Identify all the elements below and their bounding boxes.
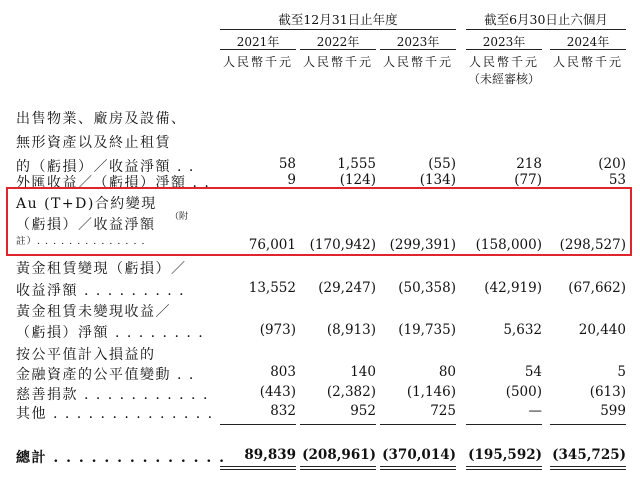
cell-disposal-2023: (55) bbox=[428, 156, 456, 172]
total-double-rule-3a bbox=[380, 466, 456, 467]
row-label-charity: 慈善捐款 . . . . . . . . . . . bbox=[16, 387, 209, 403]
total-2024h: (345,725) bbox=[552, 447, 626, 463]
cell-gold-unreal-2024h: 20,440 bbox=[578, 322, 626, 338]
total-double-rule-2a bbox=[300, 466, 376, 467]
subtotal-rule-2 bbox=[300, 424, 376, 425]
cell-fvtpl-2024h: 5 bbox=[617, 364, 626, 380]
cell-disposal-2021: 58 bbox=[278, 156, 296, 172]
cell-autd-2022: (170,942) bbox=[309, 237, 376, 253]
cell-fx-2024h: 53 bbox=[608, 172, 626, 188]
cell-other-2023h: — bbox=[528, 403, 542, 419]
cell-autd-2023h: (158,000) bbox=[475, 237, 542, 253]
total-2023h: (195,592) bbox=[468, 447, 542, 463]
year-rule-3 bbox=[380, 49, 456, 50]
group-header-half-rule bbox=[466, 29, 626, 30]
row-label-other: 其他 . . . . . . . . . . . . . . bbox=[16, 406, 214, 422]
subtotal-rule-3 bbox=[380, 424, 456, 425]
cell-gold-unreal-2023: (19,735) bbox=[398, 322, 456, 338]
cell-autd-2023: (299,391) bbox=[389, 237, 456, 253]
cell-disposal-2022: 1,555 bbox=[337, 156, 376, 172]
unaudited-note: （未經審核） bbox=[467, 72, 540, 86]
group-header-year-rule bbox=[220, 29, 456, 30]
group-header-year: 截至12月31日止年度 bbox=[278, 12, 398, 27]
row-label-gold-lease-2: 收益淨額 . . . . . . . . . bbox=[16, 283, 186, 299]
unit-header-3: 人民幣千元 bbox=[382, 55, 453, 69]
subtotal-rule-4 bbox=[466, 424, 542, 425]
cell-gold-lease-2024h: (67,662) bbox=[568, 280, 626, 296]
row-label-autd-2: （虧損）／收益淨額 bbox=[16, 217, 156, 233]
total-2021: 89,839 bbox=[244, 447, 296, 463]
cell-autd-2021: 76,001 bbox=[248, 237, 296, 253]
cell-charity-2022: (2,382) bbox=[326, 384, 376, 400]
cell-charity-2024h: (613) bbox=[589, 384, 626, 400]
subtotal-rule-1 bbox=[220, 424, 296, 425]
cell-other-2021: 832 bbox=[270, 403, 296, 419]
row-label-fvtpl-1: 按公平值計入損益的 bbox=[16, 347, 156, 363]
unit-header-5: 人民幣千元 bbox=[552, 55, 623, 69]
unit-header-1: 人民幣千元 bbox=[222, 55, 293, 69]
cell-charity-2023h: (500) bbox=[505, 384, 542, 400]
total-double-rule-5b bbox=[550, 469, 626, 470]
row-label-gold-unreal-2: （虧損）淨額 . . . . . . . . bbox=[16, 325, 205, 341]
cell-fx-2023h: (77) bbox=[514, 172, 542, 188]
row-label-disposal-3: 的（虧損）／收益淨額 . . bbox=[16, 159, 195, 175]
cell-gold-lease-2023: (50,358) bbox=[398, 280, 456, 296]
total-double-rule-5a bbox=[550, 466, 626, 467]
row-label-gold-lease-1: 黃金租賃變現（虧損）／ bbox=[16, 261, 187, 277]
row-label-fvtpl-2: 金融資產的公平值變動 . . bbox=[16, 367, 195, 383]
cell-charity-2021: (443) bbox=[259, 384, 296, 400]
cell-gold-lease-2022: (29,247) bbox=[318, 280, 376, 296]
row-label-gold-unreal-1: 黃金租賃未變現收益／ bbox=[16, 304, 171, 320]
cell-disposal-2024h: (20) bbox=[598, 156, 626, 172]
year-rule-2 bbox=[300, 49, 376, 50]
total-double-rule-4a bbox=[466, 466, 542, 467]
year-header-2023: 2023年 bbox=[396, 35, 440, 49]
cell-fx-2021: 9 bbox=[287, 172, 296, 188]
row-label-disposal-2: 無形資產以及終止租賃 bbox=[16, 135, 171, 151]
cell-other-2023: 725 bbox=[430, 403, 456, 419]
total-double-rule-1b bbox=[220, 469, 296, 470]
cell-gold-unreal-2021: (973) bbox=[259, 322, 296, 338]
cell-fvtpl-2021: 803 bbox=[270, 364, 296, 380]
total-label: 總計 . . . . . . . . . . . . . . bbox=[16, 450, 226, 466]
cell-fx-2022: (124) bbox=[339, 172, 376, 188]
total-2022: (208,961) bbox=[302, 447, 376, 463]
total-double-rule-3b bbox=[380, 469, 456, 470]
cell-fvtpl-2023h: 54 bbox=[524, 364, 542, 380]
year-header-2023-half: 2023年 bbox=[482, 35, 526, 49]
cell-fx-2023: (134) bbox=[419, 172, 456, 188]
unit-header-4: 人民幣千元 bbox=[468, 55, 539, 69]
row-label-autd-note: （附 bbox=[170, 212, 189, 222]
cell-disposal-2023h: 218 bbox=[516, 156, 542, 172]
year-header-2022: 2022年 bbox=[316, 35, 360, 49]
cell-fvtpl-2023: 80 bbox=[438, 364, 456, 380]
total-2023: (370,014) bbox=[382, 447, 456, 463]
total-double-rule-4b bbox=[466, 469, 542, 470]
total-double-rule-2b bbox=[300, 469, 376, 470]
row-label-fx: 外匯收益／（虧損）淨額 . . bbox=[16, 175, 211, 191]
cell-autd-2024h: (298,527) bbox=[559, 237, 626, 253]
cell-charity-2023: (1,146) bbox=[406, 384, 456, 400]
cell-gold-unreal-2022: (8,913) bbox=[326, 322, 376, 338]
cell-fvtpl-2022: 140 bbox=[350, 364, 376, 380]
row-label-autd-3: 註）. . . . . . . . . . . . . . bbox=[16, 236, 146, 247]
year-rule-5 bbox=[550, 49, 626, 50]
cell-gold-lease-2021: 13,552 bbox=[248, 280, 296, 296]
year-rule-1 bbox=[220, 49, 296, 50]
year-header-2021: 2021年 bbox=[236, 35, 280, 49]
cell-gold-unreal-2023h: 5,632 bbox=[503, 322, 542, 338]
subtotal-rule-5 bbox=[550, 424, 626, 425]
unit-header-2: 人民幣千元 bbox=[302, 55, 373, 69]
row-label-disposal-1: 出售物業、廠房及設備、 bbox=[16, 111, 187, 127]
row-label-autd-1: Au (T+D)合約變現 bbox=[16, 196, 157, 212]
cell-other-2022: 952 bbox=[350, 403, 376, 419]
group-header-half: 截至6月30日止六個月 bbox=[484, 12, 608, 27]
year-rule-4 bbox=[466, 49, 542, 50]
cell-other-2024h: 599 bbox=[600, 403, 626, 419]
total-double-rule-1a bbox=[220, 466, 296, 467]
year-header-2024-half: 2024年 bbox=[566, 35, 610, 49]
cell-gold-lease-2023h: (42,919) bbox=[484, 280, 542, 296]
